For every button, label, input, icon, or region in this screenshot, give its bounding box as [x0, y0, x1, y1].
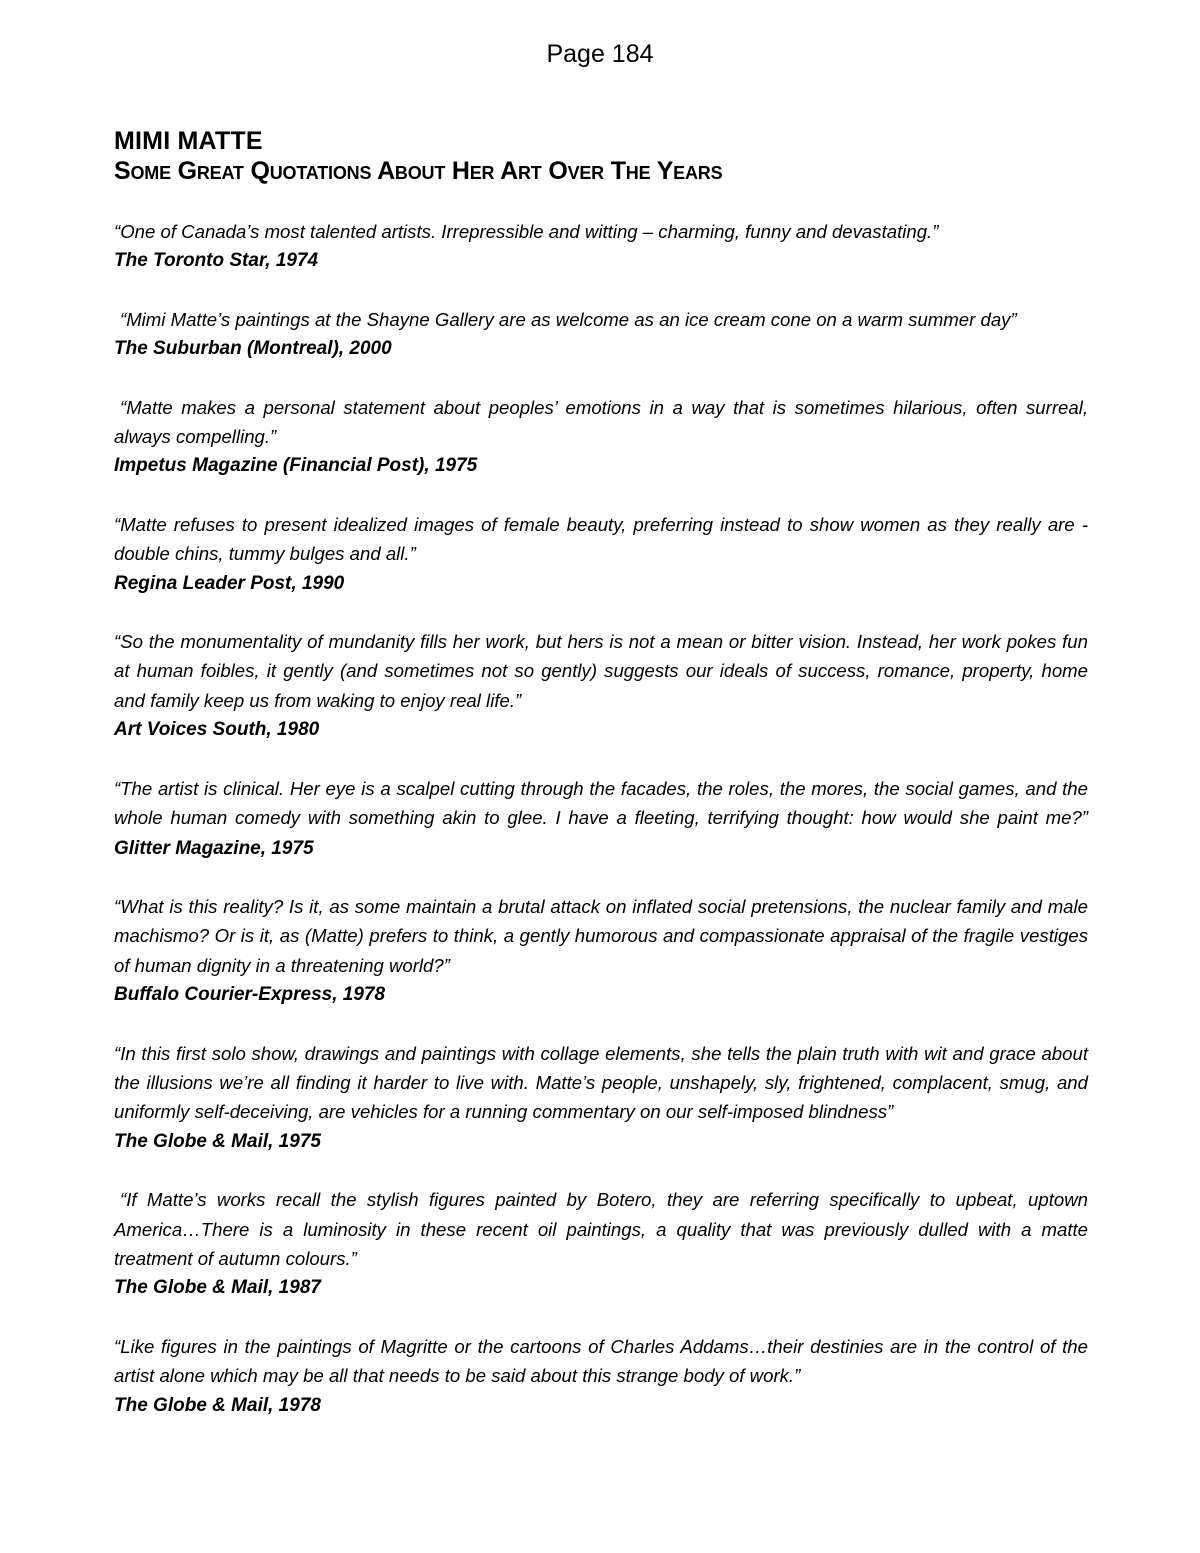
- quotation-source: The Globe & Mail, 1978: [114, 1394, 321, 1416]
- quotation-source: The Toronto Star, 1974: [114, 250, 319, 272]
- quotation-item: [114, 393, 1088, 481]
- quotation-source: Impetus Magazine (Financial Post), 1975: [114, 455, 478, 477]
- quotation-text: “Mimi Matte’s paintings at the Shayne Gallery are as welcome as an ice cream cone on a warm summer day”: [120, 308, 1017, 330]
- quotation-item: [114, 774, 1088, 863]
- page-number: Page 184: [546, 40, 654, 68]
- quotation-text: “Matte makes a personal statement about peoples’ emotions in a way that is sometimes hilarious, often surreal, always compelling.”: [114, 396, 1088, 448]
- quotation-item: [114, 305, 1088, 364]
- quotation-text: “If Matte’s works recall the stylish figures painted by Botero, they are referring specifically to upbeat, uptown America…There is a luminosity in these recent oil paintings, a quality that was previously dulled with a matte treatment of autumn colours.”: [114, 1189, 1088, 1269]
- quotation-source: The Globe & Mail, 1975: [114, 1130, 321, 1152]
- page-subtitle: Some Great Quotations About Her Art Over The Years: [114, 157, 723, 185]
- artist-name: MIMI MATTE: [114, 127, 263, 155]
- quotation-text: “Matte refuses to present idealized images of female beauty, preferring instead to show women as they really are - double chins, tummy bulges and all.”: [114, 513, 1088, 565]
- quotation-item: [114, 1039, 1088, 1157]
- quotation-source: The Globe & Mail, 1987: [114, 1277, 321, 1299]
- page-heading: [114, 126, 1088, 186]
- quotation-text-with-inline-source: [114, 774, 1088, 863]
- quotation-text: “So the monumentality of mundanity fills her work, but hers is not a mean or bitter vision. Instead, her work pokes fun at human foibles, it gently (and sometimes not so gently) suggests our ideals of success, romance, property, home and family keep us from waking to enjoy real life.”: [114, 631, 1088, 711]
- quotation-item: [114, 510, 1088, 598]
- quotation-item: [114, 1332, 1088, 1420]
- quotation-list: [114, 217, 1088, 1449]
- quotation-text: “One of Canada’s most talented artists. Irrepressible and witting – charming, funny and devastating.”: [114, 221, 939, 242]
- quotation-item: [114, 217, 1088, 276]
- quotation-text: “What is this reality? Is it, as some maintain a brutal attack on inflated social pretensions, the nuclear family and male machismo? Or is it, as (Matte) prefers to think, a gently humorous and compassionate appraisal of the fragile vestiges of human dignity in a threatening world?”: [114, 895, 1088, 976]
- quotation-source: Regina Leader Post, 1990: [114, 572, 345, 594]
- quotation-source: Buffalo Courier-Express, 1978: [114, 984, 386, 1006]
- quotation-text: “Like figures in the paintings of Magritte or the cartoons of Charles Addams…their destinies are in the control of the artist alone which may be all that needs to be said about this strange body of work.”: [114, 1335, 1088, 1387]
- quotation-source: Art Voices South, 1980: [114, 719, 320, 741]
- quotation-source: The Suburban (Montreal), 2000: [114, 338, 392, 360]
- quotation-text: “In this first solo show, drawings and paintings with collage elements, she tells the plain truth with wit and grace about the illusions we’re all finding it harder to live with. Matte’s people, unshapely, sly, frightened, complacent, smug, and uniformly self-deceiving, are vehicles for a running commentary on our self-imposed blindness”: [114, 1042, 1088, 1123]
- quotation-item: [114, 892, 1088, 1010]
- quotation-text: “The artist is clinical. Her eye is a scalpel cutting through the facades, the roles, the mores, the social games, and the whole human comedy with something akin to glee. I have a fleeting, terrifying thought: how would she paint me?”: [114, 777, 1088, 829]
- quotation-item: [114, 1185, 1088, 1303]
- quotation-source: Glitter Magazine, 1975: [114, 837, 314, 859]
- quotation-item: [114, 627, 1088, 745]
